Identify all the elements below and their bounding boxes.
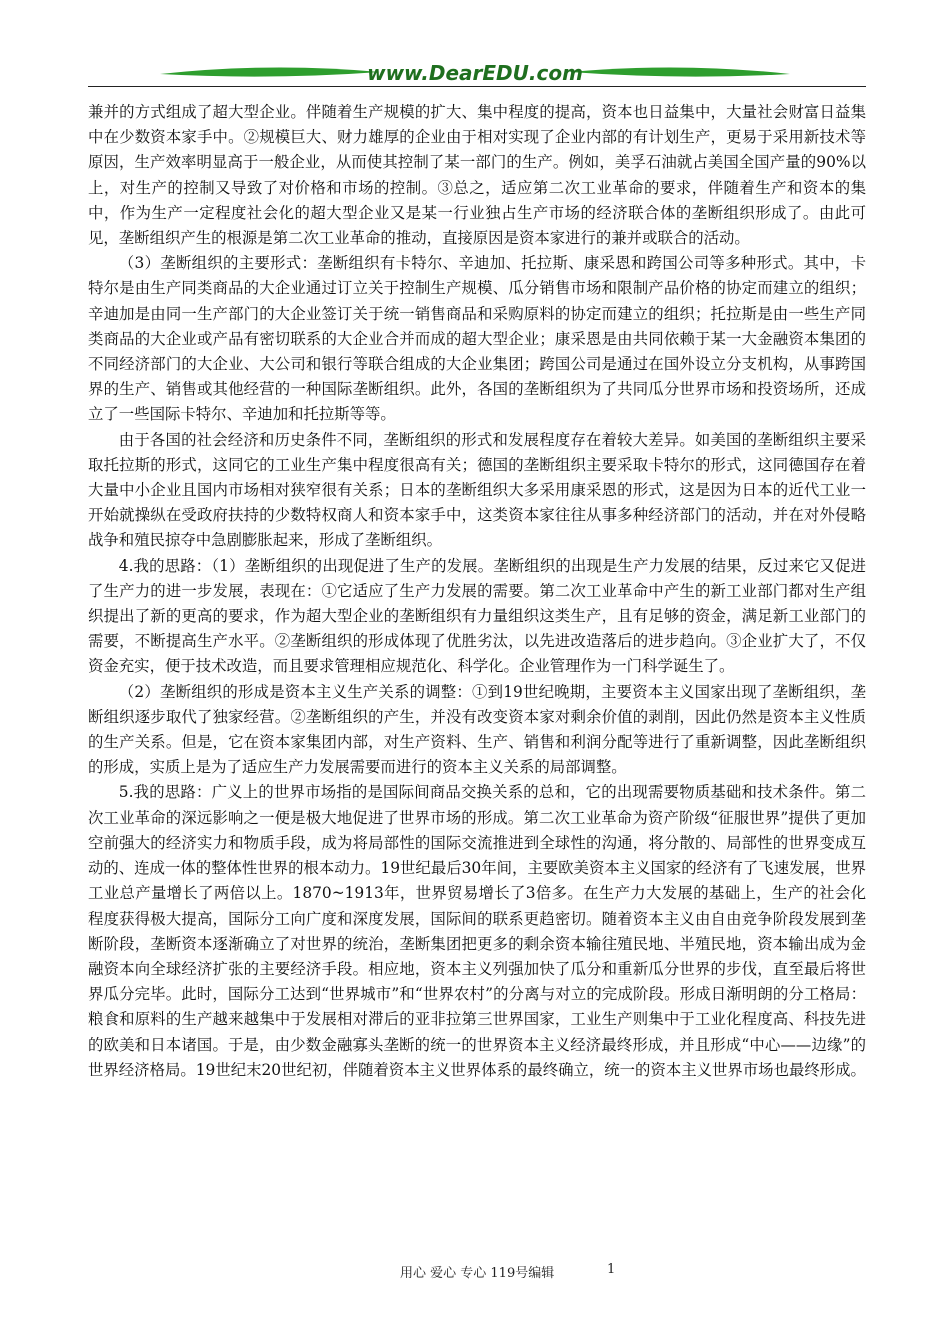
page-number: 1 — [607, 1262, 616, 1277]
logo-right-swoosh — [570, 67, 790, 76]
paragraph-2: （3）垄断组织的主要形式：垄断组织有卡特尔、辛迪加、托拉斯、康采恩和跨国公司等多种形式。其中，卡特尔是由生产同类商品的大企业通过订立关于控制生产规模、瓜分销售市场和限制产品价格的协定而建立的组织；辛迪加是由同一生产部门的大企业签订关于统一销售商品和采购原料的协定而建立的组织；托拉斯是由一些生产同类商品的大企业或产品有密切联系的大企业合并而成的超大型企业；康采恩是由共同依赖于某一大金融资本集团的不同经济部门的大企业、大公司和银行等联合组成的大企业集团；跨国公司是通过在国外设立分支机构，从事跨国界的生产、销售或其他经营的一种国际垄断组织。此外，各国的垄断组织为了共同瓜分世界市场和投资场所，还成立了一些国际卡特尔、辛迪加和托拉斯等等。 — [88, 254, 866, 424]
paragraph-6: 5.我的思路：广义上的世界市场指的是国际间商品交换关系的总和，它的出现需要物质基础和技术条件。第二次工业革命的深远影响之一便是极大地促进了世界市场的形成。第二次工业革命为资产阶级“征服世界”提供了更加空前强大的经济实力和物质手段，成为将局部性的国际交流推进到全球性的沟通，将分散的、局部性的世界变成互动的、连成一体的整体性世界的根本动力。19世纪最后30年间，主要欧美资本主义国家的经济有了飞速发展，世界工业总产量增长了两倍以上。1870~1913年，世界贸易增长了3倍多。在生产力大发展的基础上，生产的社会化程度获得极大提高，国际分工向广度和深度发展，国际间的联系更趋密切。随着资本主义由自由竞争阶段发展到垄断阶段，垄断资本逐渐确立了对世界的统治，垄断集团把更多的剩余资本输往殖民地、半殖民地，资本输出成为金融资本向全球经济扩张的主要经济手段。相应地，资本主义列强加快了瓜分和重新瓜分世界的步伐，直至最后将世界瓜分完毕。此时，国际分工达到“世界城市”和“世界农村”的分离与对立的完成阶段。形成日渐明朗的分工格局：粮食和原料的生产越来越集中于发展相对滞后的亚非拉第三世界国家，工业生产则集中于工业化程度高、科技先进的欧美和日本诸国。于是，由少数金融寡头垄断的统一的世界资本主义经济最终形成，并且形成“中心——边缘”的世界经济格局。19世纪末20世纪初，伴随着资本主义世界体系的最终确立，统一的资本主义世界市场也最终形成。 — [88, 783, 866, 1079]
paragraph-5: （2）垄断组织的形成是资本主义生产关系的调整：①到19世纪晚期，主要资本主义国家出现了垄断组织，垄断组织逐步取代了独家经营。②垄断组织的产生，并没有改变资本家对剩余价值的剥削，因此仍然是资本主义性质的生产关系。但是，它在资本家集团内部，对生产资料、生产、销售和利润分配等进行了重新调整，因此垄断组织的形成，实质上是为了适应生产力发展需要而进行的资本主义关系的局部调整。 — [88, 682, 866, 777]
paragraph-3: 由于各国的社会经济和历史条件不同，垄断组织的形式和发展程度存在着较大差异。如美国的垄断组织主要采取托拉斯的形式，这同它的工业生产集中程度很高有关；德国的垄断组织主要采取卡特尔的形式，这同德国存在着大量中小企业且国内市场相对狭窄很有关系；日本的垄断组织大多采用康采恩的形式，这是因为日本的近代工业一开始就操纵在受政府扶持的少数特权商人和资本家手中，这类资本家往往从事多种经济部门的活动，并在对外侵略战争和殖民掠夺中急剧膨胀起来，形成了垄断组织。 — [88, 430, 866, 550]
footer-text: 用心 爱心 专心 119号编辑 — [400, 1266, 555, 1281]
header-rule — [88, 86, 866, 87]
paragraph-1: 兼并的方式组成了超大型企业。伴随着生产规模的扩大、集中程度的提高，资本也日益集中，大量社会财富日益集中在少数资本家手中。②规模巨大、财力雄厚的企业由于相对实现了企业内部的有计划生产，更易于采用新技术等原因，生产效率明显高于一般企业，从而使其控制了某一部门的生产。例如，美孚石油就占美国全国产量的90%以上，对生产的控制又导致了对价格和市场的控制。③总之，适应第二次工业革命的要求，伴随着生产和资本的集中，作为生产一定程度社会化的超大型企业又是某一行业独占生产市场的经济联合体的垄断组织形成了。由此可见，垄断组织产生的根源是第二次工业革命的推动，直接原因是资本家进行的兼并或联合的活动。 — [88, 103, 866, 248]
logo-left-swoosh — [160, 67, 380, 76]
logo-text: www.DearEDU.com — [367, 61, 583, 85]
document-body — [88, 100, 866, 1083]
paragraph-4: 4.我的思路：（1）垄断组织的出现促进了生产的发展。垄断组织的出现是生产力发展的结果，反过来它又促进了生产力的进一步发展，表现在：①它适应了生产力发展的需要。第二次工业革命中产生的新工业部门都对生产组织提出了新的更高的要求，作为超大型企业的垄断组织有力量组织这类生产，且有足够的资金，满足新工业部门的需要，不断提高生产水平。②垄断组织的形成体现了优胜劣汰，以先进改造落后的进步趋向。③企业扩大了，不仅资金充实，便于技术改造，而且要求管理相应规范化、科学化。企业管理作为一门科学诞生了。 — [88, 556, 866, 676]
